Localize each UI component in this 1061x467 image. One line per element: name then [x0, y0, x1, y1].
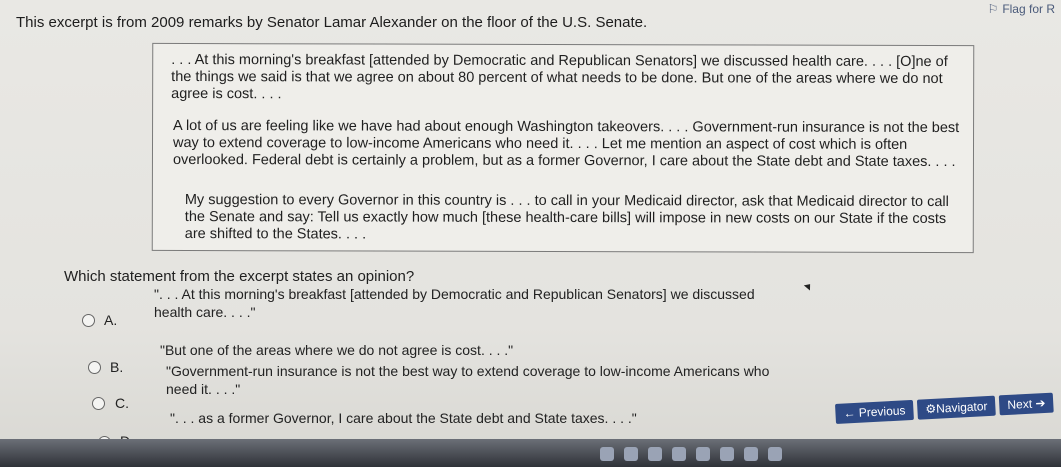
next-button[interactable]: Next ➔ [999, 393, 1054, 416]
choice-c-radio[interactable] [92, 397, 105, 410]
app-icon[interactable] [648, 447, 662, 461]
app-icon[interactable] [720, 447, 734, 461]
taskbar [0, 439, 1061, 467]
excerpt-passage [152, 43, 975, 253]
choice-a-radio[interactable] [82, 314, 95, 327]
app-icon[interactable] [744, 447, 758, 461]
flag-label: Flag for R [1002, 2, 1055, 16]
nav-bar [835, 393, 1054, 424]
choice-b-text: "But one of the areas where we do not agree is cost. . . ." [160, 342, 514, 358]
choice-d-text: ". . . as a former Governor, I care about the State debt and State taxes. . . ." [170, 410, 637, 426]
choice-b-letter: B. [110, 359, 124, 375]
flag-icon: ⚐ [987, 2, 999, 16]
taskbar-icons [600, 447, 782, 461]
navigator-button[interactable]: ⚙Navigator [917, 396, 996, 420]
excerpt-intro: This excerpt is from 2009 remarks by Senator Lamar Alexander on the floor of the U.S. Senate. [16, 14, 648, 31]
app-icon[interactable] [600, 447, 614, 461]
app-icon[interactable] [624, 447, 638, 461]
app-icon[interactable] [768, 447, 782, 461]
choice-c-letter: C. [115, 395, 129, 411]
mouse-cursor-icon [804, 282, 813, 291]
app-icon[interactable] [672, 447, 686, 461]
choice-a-text: ". . . At this morning's breakfast [attended by Democratic and Republican Senators] we discussed health care. . . ." [154, 286, 755, 320]
choice-a-letter: A. [104, 312, 118, 328]
app-icon[interactable] [696, 447, 710, 461]
flag-for-review[interactable] [988, 2, 1055, 16]
question-prompt: Which statement from the excerpt states an opinion? [64, 268, 415, 285]
choice-c-text: "Government-run insurance is not the best way to extend coverage to low-income Americans who need it. . . ." [166, 363, 770, 397]
choice-b-radio[interactable] [88, 361, 101, 374]
passage-paragraph-2: A lot of us are feeling like we have had about enough Washington takeovers. . . . Government-run insurance is not the best way to extend coverage to low-income Americans who need it. . . . Let me mention an aspect of cost which is often overlooked. Federal debt is certainly a problem, but as a former Governor, I care about the State debt and State taxes. . . . [172, 117, 960, 171]
passage-paragraph-1: . . . At this morning's breakfast [attended by Democratic and Republican Senators] we discussed health care. . . . [O]ne of the things we said is that we agree on about 80 percent of what needs to be done. But one of the areas where we do not agree is cost. . . . [171, 51, 948, 103]
previous-button[interactable]: ← Previous [835, 400, 914, 424]
passage-paragraph-3: My suggestion to every Governor in this country is . . . to call in your Medicaid director, ask that Medicaid director to call the Senate and say: Tell us exactly how much [these health-care bills] will impose in new costs on our State if the costs are shifted to the States. . . . [184, 192, 949, 243]
